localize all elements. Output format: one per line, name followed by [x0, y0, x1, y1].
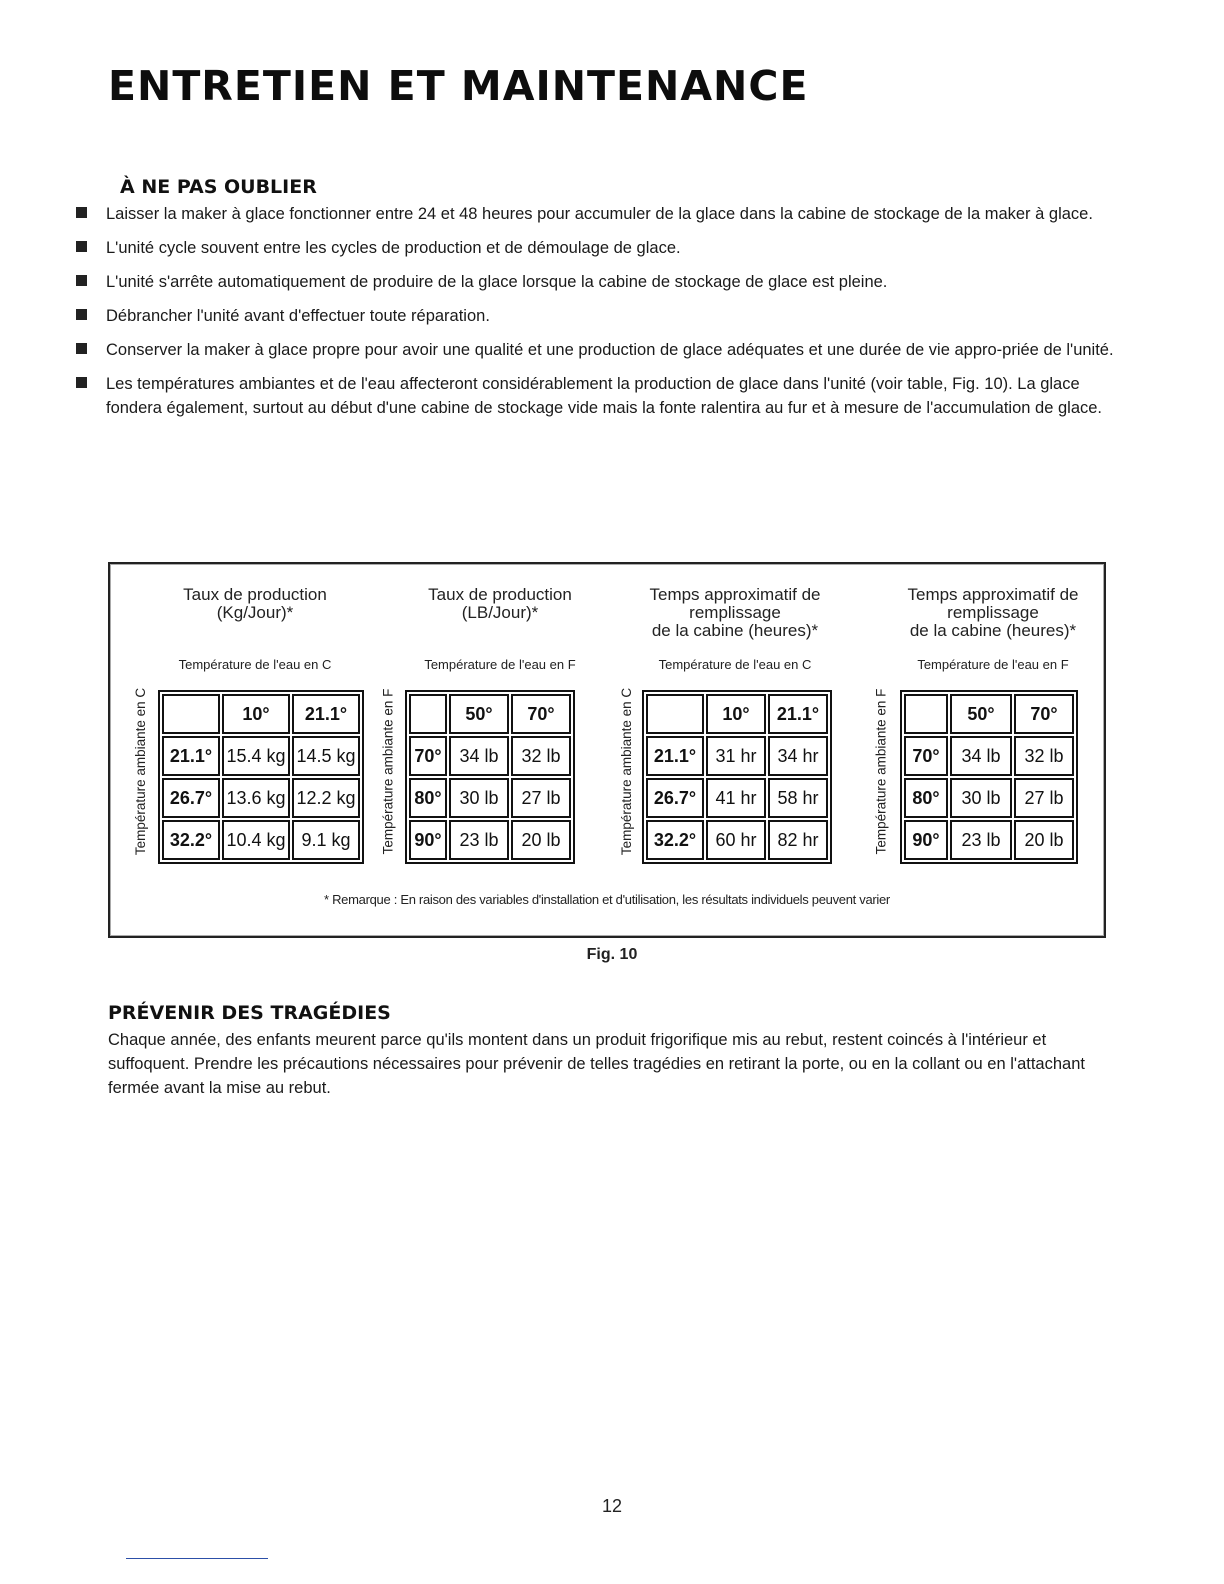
- row-header: 70°: [409, 736, 447, 776]
- row-header: 21.1°: [162, 736, 220, 776]
- table-cell: 34 lb: [950, 736, 1012, 776]
- ambient-temp-label: [377, 678, 399, 864]
- panel-title: [610, 586, 860, 640]
- row-header: 80°: [904, 778, 948, 818]
- table-cell: 34 lb: [449, 736, 509, 776]
- table-cell: 41 hr: [706, 778, 766, 818]
- list-item: [76, 202, 1116, 226]
- list-item-text: L'unité cycle souvent entre les cycles de production et de démoulage de glace.: [106, 239, 681, 257]
- corner-cell: [646, 694, 704, 734]
- row-header: 21.1°: [646, 736, 704, 776]
- column-header: 50°: [950, 694, 1012, 734]
- panel-title-line: Temps approximatif de: [907, 585, 1079, 604]
- list-item: [76, 304, 1116, 328]
- page-number: 12: [601, 1496, 623, 1516]
- reminder-list: [76, 202, 1116, 430]
- list-item-text: L'unité s'arrête automatiquement de produire de la glace lorsque la cabine de stockage de glace est pleine.: [106, 273, 888, 291]
- tragedies-paragraph: Chaque année, des enfants meurent parce qu'ils montent dans un produit frigorifique mis au rebut, restent coincés à l'intérieur et suffoquent. Prendre les précautions nécessaires pour prévenir de telles tragédies en retirant la porte, ou en la collant ou en l'attachant fermée avant la mise au rebut.: [108, 1031, 1085, 1097]
- panel-fill-time-f: [868, 564, 1118, 864]
- column-header: 21.1°: [292, 694, 360, 734]
- bullet-square-icon: [76, 343, 87, 354]
- ambient-temp-text: Température ambiante en C: [133, 687, 149, 855]
- table-cell: 58 hr: [768, 778, 828, 818]
- panel-fill-time-c: [610, 564, 860, 864]
- water-temp-label: Température de l'eau en C: [658, 657, 812, 672]
- table-cell: 32 lb: [511, 736, 571, 776]
- list-item-text: Débrancher l'unité avant d'effectuer toute réparation.: [106, 307, 490, 325]
- section-heading-reminder: À NE PAS OUBLIER: [120, 176, 317, 198]
- ambient-temp-label: [870, 678, 892, 864]
- water-temp-label: Température de l'eau en F: [917, 657, 1069, 672]
- table-cell: 30 lb: [449, 778, 509, 818]
- panel-title-line: remplissage: [689, 603, 781, 622]
- table-cell: 12.2 kg: [292, 778, 360, 818]
- table-cell: 20 lb: [511, 820, 571, 860]
- panel-production-lb: [375, 564, 625, 864]
- row-header: 32.2°: [646, 820, 704, 860]
- panel-title: [868, 586, 1118, 640]
- table-cell: 9.1 kg: [292, 820, 360, 860]
- production-table: [158, 690, 364, 864]
- table-cell: 13.6 kg: [222, 778, 290, 818]
- table-cell: 20 lb: [1014, 820, 1074, 860]
- panel-title-line: (LB/Jour)*: [461, 603, 539, 622]
- list-item: [76, 236, 1116, 260]
- column-header: 50°: [449, 694, 509, 734]
- list-item: [76, 270, 1116, 294]
- panel-title-line: Taux de production: [183, 585, 327, 604]
- ambient-temp-text: Température ambiante en C: [619, 687, 635, 855]
- row-header: 26.7°: [646, 778, 704, 818]
- table-cell: 82 hr: [768, 820, 828, 860]
- water-temp-label: Température de l'eau en F: [424, 657, 576, 672]
- production-figure: [108, 562, 1106, 938]
- row-header: 90°: [409, 820, 447, 860]
- row-header: 32.2°: [162, 820, 220, 860]
- bullet-square-icon: [76, 207, 87, 218]
- row-header: 80°: [409, 778, 447, 818]
- panel-title: [375, 586, 625, 622]
- corner-cell: [409, 694, 447, 734]
- fill-time-table: [642, 690, 832, 864]
- row-header: 26.7°: [162, 778, 220, 818]
- column-header: 70°: [1014, 694, 1074, 734]
- page-title: ENTRETIEN ET MAINTENANCE: [108, 62, 809, 110]
- row-header: 70°: [904, 736, 948, 776]
- column-header: 10°: [222, 694, 290, 734]
- ambient-temp-text: Température ambiante en F: [380, 688, 396, 854]
- table-cell: 27 lb: [1014, 778, 1074, 818]
- footer-divider: [126, 1558, 268, 1559]
- table-cell: 32 lb: [1014, 736, 1074, 776]
- table-cell: 10.4 kg: [222, 820, 290, 860]
- column-header: 70°: [511, 694, 571, 734]
- table-cell: 60 hr: [706, 820, 766, 860]
- panel-title: [130, 586, 380, 622]
- panel-title-line: (Kg/Jour)*: [216, 603, 294, 622]
- list-item: [76, 338, 1116, 362]
- corner-cell: [162, 694, 220, 734]
- water-temp-label: Température de l'eau en C: [178, 657, 332, 672]
- figure-footnote: * Remarque : En raison des variables d'installation et d'utilisation, les résultats individuels peuvent varier: [324, 892, 890, 907]
- table-cell: 23 lb: [950, 820, 1012, 860]
- table-cell: 34 hr: [768, 736, 828, 776]
- section-heading-tragedies: PRÉVENIR DES TRAGÉDIES: [108, 1002, 391, 1024]
- column-header: 21.1°: [768, 694, 828, 734]
- table-cell: 27 lb: [511, 778, 571, 818]
- bullet-square-icon: [76, 241, 87, 252]
- panel-title-line: remplissage: [947, 603, 1039, 622]
- bullet-square-icon: [76, 275, 87, 286]
- panel-production-kg: [130, 564, 380, 864]
- table-cell: 14.5 kg: [292, 736, 360, 776]
- figure-caption: Fig. 10: [586, 946, 638, 963]
- table-cell: 30 lb: [950, 778, 1012, 818]
- list-item-text: Laisser la maker à glace fonctionner entre 24 et 48 heures pour accumuler de la glace dans la cabine de stockage de la maker à glace.: [106, 205, 1093, 223]
- list-item: [76, 372, 1116, 420]
- table-cell: 31 hr: [706, 736, 766, 776]
- fill-time-table: [900, 690, 1078, 864]
- list-item-text: Conserver la maker à glace propre pour avoir une qualité et une production de glace adéquates et une durée de vie appro-priée de l'unité.: [106, 341, 1114, 359]
- ambient-temp-label: [130, 678, 152, 864]
- list-item-text: Les températures ambiantes et de l'eau affecteront considérablement la production de glace dans l'unité (voir table, Fig. 10). La glace fondera également, surtout au début d'une cabine de stockage vide mais la fonte ralentira au fur et à mesure de l'accumulation de glace.: [106, 375, 1103, 417]
- production-table: [405, 690, 575, 864]
- ambient-temp-text: Température ambiante en F: [873, 688, 889, 854]
- bullet-square-icon: [76, 377, 87, 388]
- bullet-square-icon: [76, 309, 87, 320]
- corner-cell: [904, 694, 948, 734]
- table-cell: 23 lb: [449, 820, 509, 860]
- panel-title-line: de la cabine (heures)*: [651, 621, 819, 640]
- panel-title-line: Taux de production: [428, 585, 572, 604]
- row-header: 90°: [904, 820, 948, 860]
- panel-title-line: de la cabine (heures)*: [909, 621, 1077, 640]
- column-header: 10°: [706, 694, 766, 734]
- ambient-temp-label: [616, 678, 638, 864]
- table-cell: 15.4 kg: [222, 736, 290, 776]
- panel-title-line: Temps approximatif de: [649, 585, 821, 604]
